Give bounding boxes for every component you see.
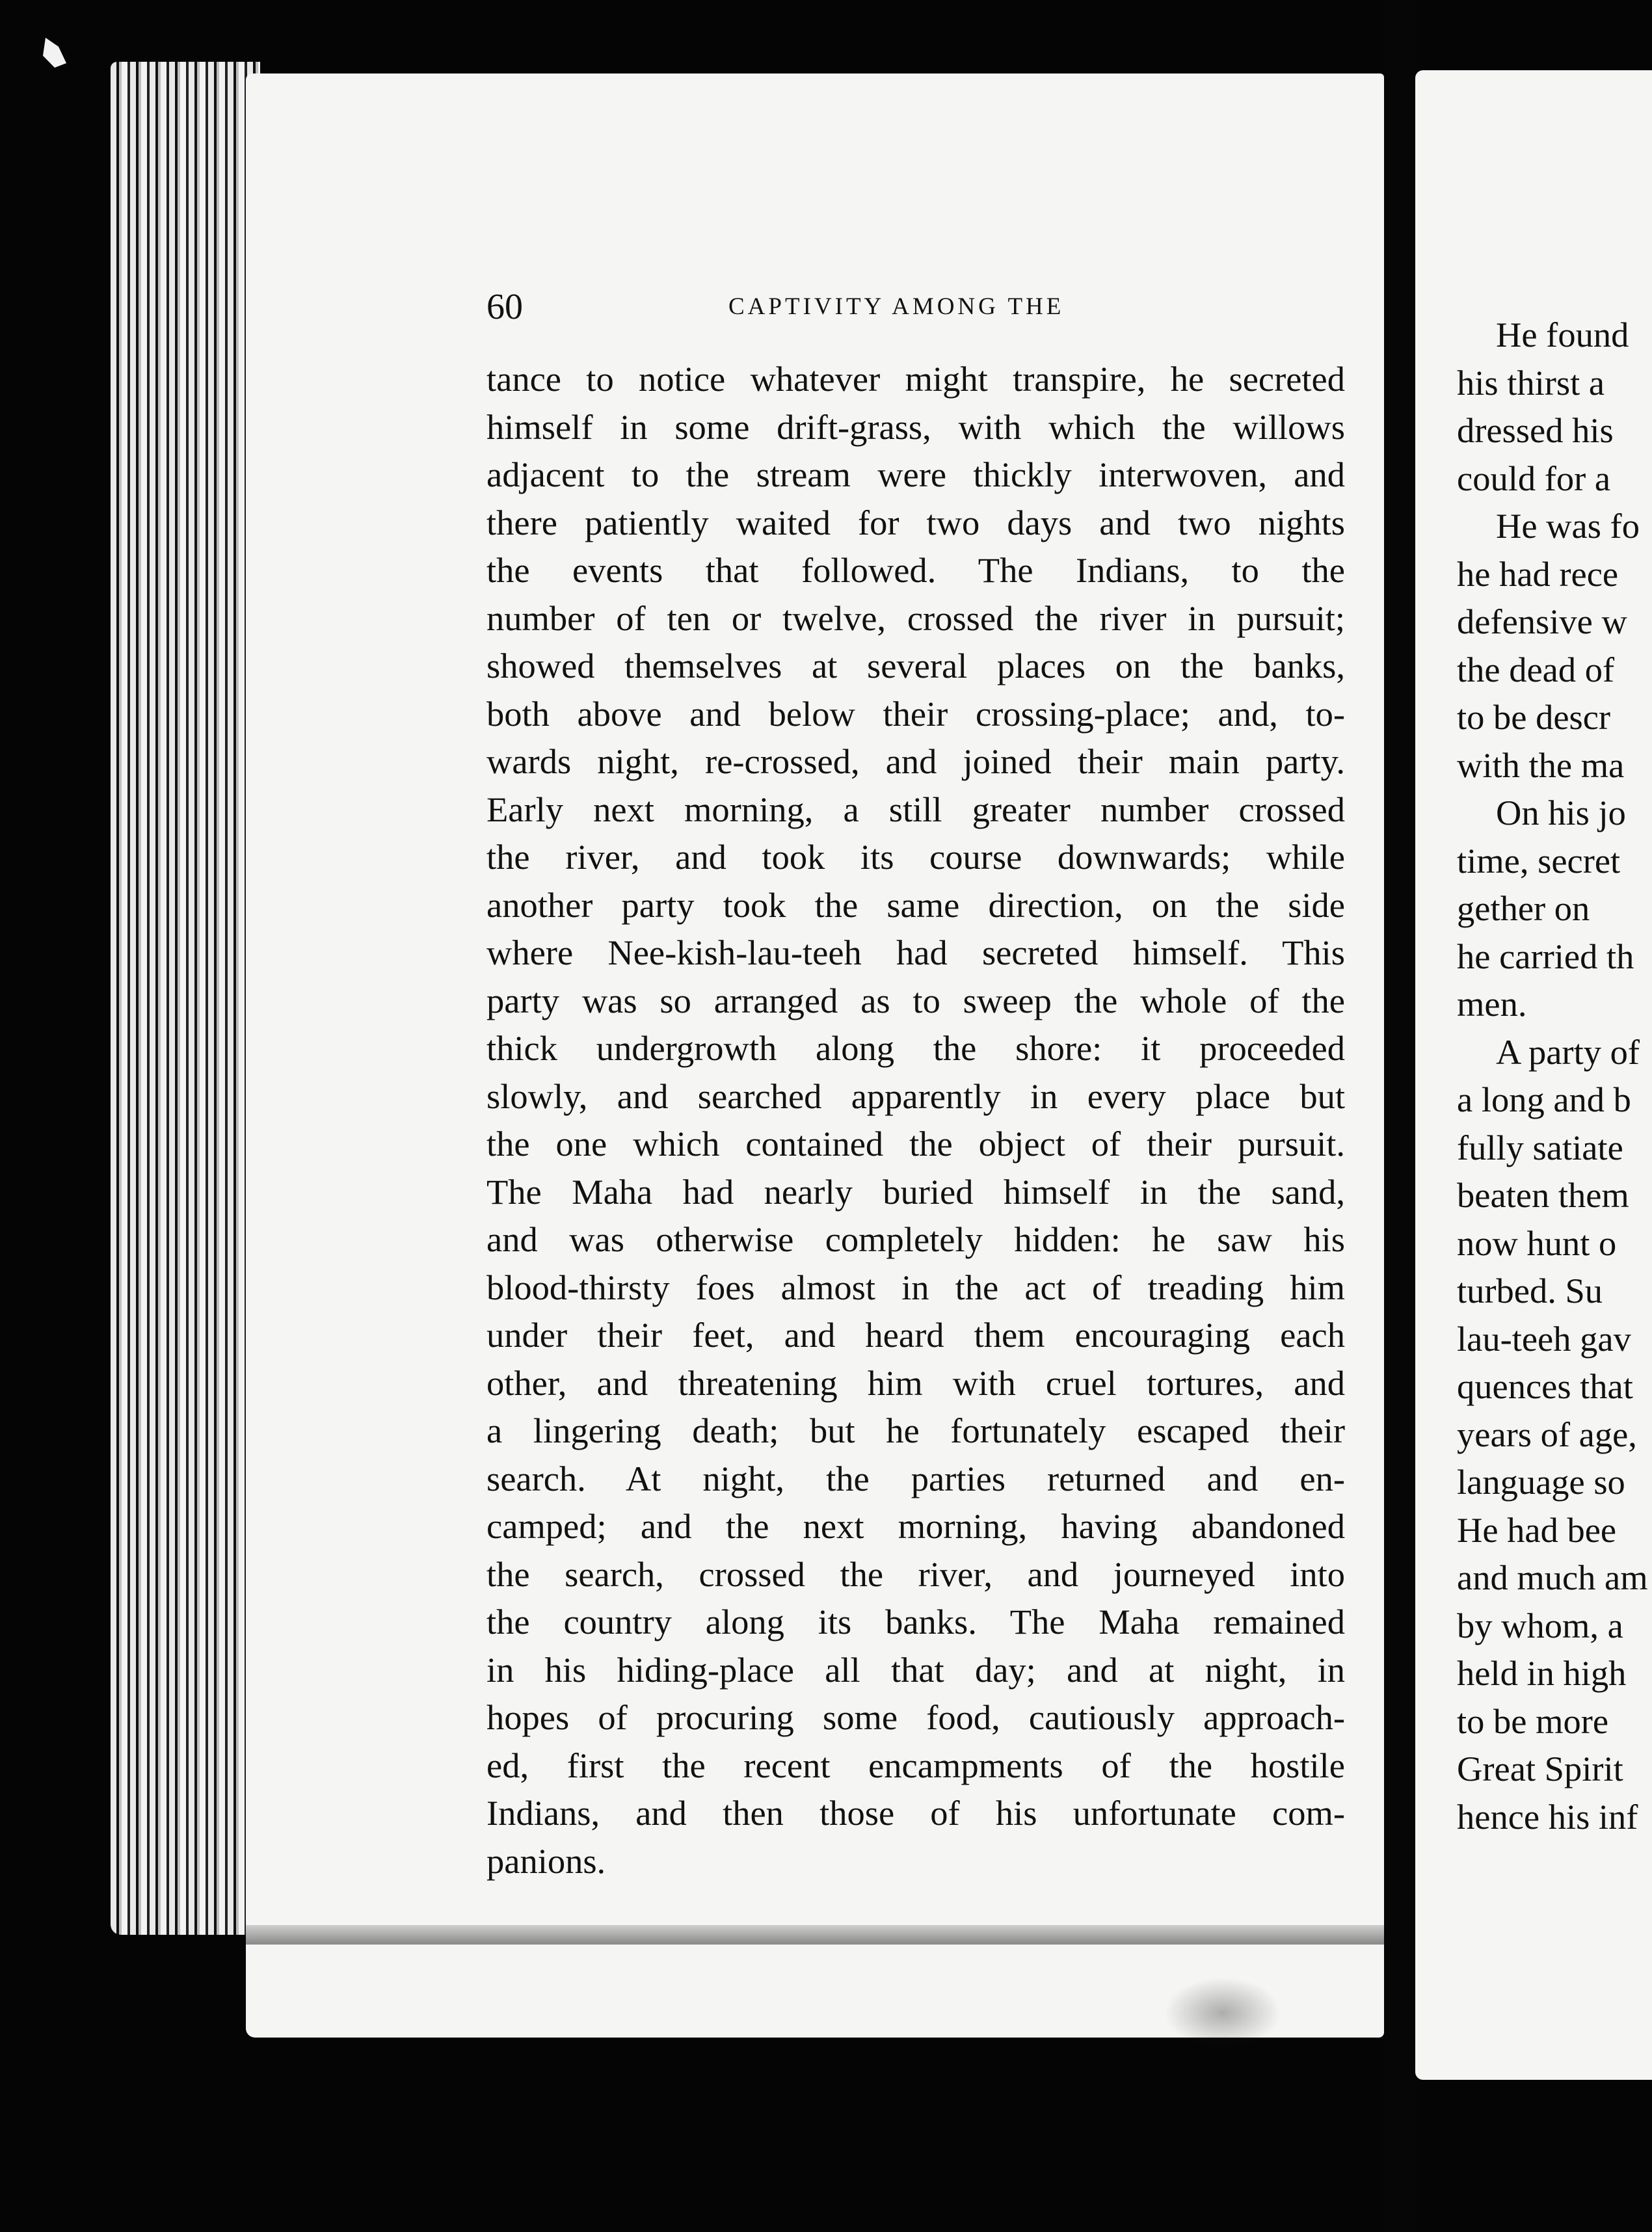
text-line: blood-thirsty foes almost in the act of treading him bbox=[486, 1267, 1345, 1307]
text-line: On his jo bbox=[1496, 793, 1626, 832]
text-line: gether on bbox=[1457, 888, 1590, 928]
text-line: a long and b bbox=[1457, 1080, 1631, 1119]
text-line: Great Spirit bbox=[1457, 1749, 1623, 1788]
text-line: showed themselves at several places on the banks, bbox=[486, 646, 1345, 685]
text-line: to be descr bbox=[1457, 697, 1611, 737]
text-line: other, and threatening him with cruel tortures, and bbox=[486, 1362, 1345, 1403]
text-line: number of ten or twelve, crossed the river in pursuit; bbox=[486, 598, 1345, 638]
text-line: the one which contained the object of their pursuit. bbox=[486, 1124, 1345, 1163]
text-line: fully satiate bbox=[1457, 1127, 1623, 1167]
text-line: language so bbox=[1457, 1462, 1625, 1502]
text-line: another party took the same direction, on the side bbox=[486, 884, 1345, 925]
text-line: adjacent to the stream were thickly interwoven, and bbox=[486, 455, 1345, 494]
text-line: the river, and took its course downwards; while bbox=[486, 837, 1345, 877]
text-line: hopes of procuring some food, cautiously approach- bbox=[486, 1697, 1345, 1737]
text-line: He was fo bbox=[1496, 506, 1640, 546]
text-line: and was otherwise completely hidden: he saw his bbox=[486, 1219, 1345, 1259]
page-header bbox=[486, 284, 1345, 330]
text-line: where Nee-kish-lau-teeh had secreted himself. This bbox=[486, 933, 1345, 972]
text-line: quences that bbox=[1457, 1366, 1633, 1406]
text-line: defensive w bbox=[1457, 602, 1627, 641]
ink-smudge bbox=[1164, 1977, 1281, 2049]
scanner-corner-mark bbox=[40, 38, 66, 68]
text-line: his thirst a bbox=[1457, 362, 1605, 403]
text-line: there patiently waited for two days and two nights bbox=[486, 502, 1345, 542]
text-line: time, secret bbox=[1457, 840, 1621, 881]
text-line: camped; and the next morning, having abandoned bbox=[486, 1506, 1345, 1546]
text-line: search. At night, the parties returned and en- bbox=[486, 1458, 1345, 1498]
text-line: a lingering death; but he fortunately escaped their bbox=[486, 1411, 1345, 1450]
text-line: He found bbox=[1496, 315, 1629, 354]
book-gutter bbox=[1384, 0, 1415, 2232]
page-bottom-shadow bbox=[246, 1925, 1384, 1945]
text-line: both above and below their crossing-place; and, to- bbox=[486, 693, 1345, 734]
text-line: to be more bbox=[1457, 1701, 1609, 1741]
text-line: the country along its banks. The Maha remained bbox=[486, 1602, 1345, 1641]
text-line: ed, first the recent encampments of the hostile bbox=[486, 1745, 1345, 1785]
text-line: and much am bbox=[1457, 1558, 1648, 1597]
text-line: men. bbox=[1457, 984, 1527, 1024]
text-line: A party of bbox=[1496, 1031, 1640, 1072]
text-line: the dead of bbox=[1457, 649, 1615, 689]
text-line: by whom, a bbox=[1457, 1605, 1623, 1645]
text-line: Indians, and then those of his unfortunate com- bbox=[486, 1793, 1345, 1833]
text-line: party was so arranged as to sweep the whole of the bbox=[486, 980, 1345, 1020]
text-line: with the ma bbox=[1457, 745, 1625, 785]
running-head: CAPTIVITY AMONG THE bbox=[728, 293, 1065, 320]
text-line: under their feet, and heard them encouraging each bbox=[486, 1315, 1345, 1355]
text-line: The Maha had nearly buried himself in the sand, bbox=[486, 1171, 1345, 1212]
text-line: wards night, re-crossed, and joined their main party. bbox=[486, 741, 1345, 781]
book-page-edges bbox=[111, 62, 260, 1935]
text-line: thick undergrowth along the shore: it proceeded bbox=[486, 1028, 1345, 1068]
text-line: the search, crossed the river, and journeyed into bbox=[486, 1554, 1345, 1594]
left-page-body bbox=[486, 355, 1345, 1885]
text-line: he had rece bbox=[1457, 553, 1619, 594]
text-line: beaten them bbox=[1457, 1175, 1629, 1215]
text-line: in his hiding-place all that day; and at night, in bbox=[486, 1649, 1345, 1690]
text-line: years of age, bbox=[1457, 1414, 1637, 1454]
text-line: himself in some drift-grass, with which the willows bbox=[486, 406, 1345, 447]
text-line: Early next morning, a still greater number crossed bbox=[486, 789, 1345, 829]
right-page-body bbox=[1457, 311, 1652, 1840]
text-line: panions. bbox=[486, 1840, 606, 1881]
text-line: the events that followed. The Indians, to the bbox=[486, 550, 1345, 590]
text-line: now hunt o bbox=[1457, 1223, 1617, 1263]
text-line: turbed. Su bbox=[1457, 1271, 1603, 1310]
text-line: He had bee bbox=[1457, 1509, 1617, 1550]
page-number: 60 bbox=[486, 287, 523, 327]
text-line: lau-teeh gav bbox=[1457, 1318, 1631, 1359]
text-line: he carried th bbox=[1457, 936, 1634, 976]
text-line: could for a bbox=[1457, 458, 1611, 498]
text-line: tance to notice whatever might transpire, he secreted bbox=[486, 359, 1345, 399]
text-line: held in high bbox=[1457, 1653, 1627, 1693]
text-line: dressed his bbox=[1457, 410, 1614, 450]
text-line: slowly, and searched apparently in every place but bbox=[486, 1076, 1345, 1116]
text-line: hence his inf bbox=[1457, 1796, 1638, 1837]
